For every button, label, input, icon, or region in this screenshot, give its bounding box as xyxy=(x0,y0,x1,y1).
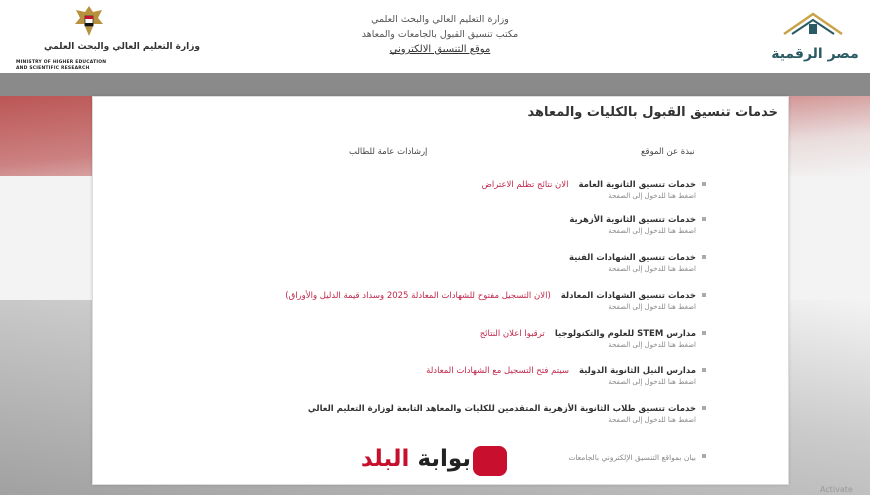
albalad-watermark xyxy=(345,442,525,480)
bullet-icon xyxy=(702,406,706,410)
service-item-nile-schools[interactable] xyxy=(426,365,696,386)
bullet-icon xyxy=(702,217,706,221)
digital-egypt-brand: مصر الرقمية xyxy=(771,46,859,62)
ministry-logo xyxy=(6,2,201,72)
service-note: (الان التسجيل مفتوح للشهادات المعادلة 2025 وسداد قيمة الدليل والأوراق) xyxy=(285,291,551,301)
service-item-technical-certificates[interactable] xyxy=(569,252,696,273)
service-name[interactable]: مدارس STEM للعلوم والتكنولوجيا xyxy=(554,329,696,339)
service-item-university-sites[interactable] xyxy=(568,451,696,465)
site-header xyxy=(0,0,870,73)
service-note: سيتم فتح التسجيل مع الشهادات المعادلة xyxy=(426,366,570,376)
ministry-logo-english-2: AND SCIENTIFIC RESEARCH xyxy=(16,66,90,71)
service-name[interactable]: خدمات تنسيق الشهادات الفنية xyxy=(568,253,696,263)
ministry-logo-english-1: MINISTRY OF HIGHER EDUCATION xyxy=(16,60,107,65)
digital-egypt-logo[interactable] xyxy=(770,6,860,66)
gray-band xyxy=(0,73,870,96)
service-name[interactable]: مدارس النيل الثانوية الدولية xyxy=(579,366,696,376)
bullet-icon xyxy=(702,255,706,259)
ministry-logo-arabic: وزارة التعليم العالي والبحث العلمي xyxy=(44,42,201,52)
ministry-line-1: وزارة التعليم العالي والبحث العلمي xyxy=(371,14,509,25)
enter-page-link[interactable]: اضغط هنا للدخول إلى الصفحة xyxy=(608,227,696,235)
page-title: خدمات تنسيق القبول بالكليات والمعاهد xyxy=(527,105,778,120)
service-item-equivalent-certificates[interactable] xyxy=(285,290,696,311)
service-name[interactable]: خدمات تنسيق طلاب الثانوية الأزهرية المتقدمين للكليات والمعاهد التابعة لوزارة التعليم العالي xyxy=(307,404,696,414)
roof-icon xyxy=(782,10,844,36)
service-note: ترقبوا اعلان النتائج xyxy=(479,329,545,339)
tab-about[interactable]: نبذة عن الموقع xyxy=(641,147,695,157)
enter-page-link[interactable]: اضغط هنا للدخول إلى الصفحة xyxy=(608,303,696,311)
bullet-icon xyxy=(702,331,706,335)
service-item-azhar-applicants[interactable] xyxy=(308,403,696,424)
service-item-general-secondary[interactable] xyxy=(482,179,696,200)
service-name[interactable]: خدمات تنسيق الشهادات المعادلة xyxy=(560,291,696,301)
tab-student-guidance[interactable]: إرشادات عامة للطالب xyxy=(349,147,428,157)
service-item-stem-schools[interactable] xyxy=(480,328,696,349)
bullet-icon xyxy=(702,182,706,186)
site-link[interactable]: موقع التنسيق الالكتروني xyxy=(389,44,491,55)
ministry-line-2: مكتب تنسيق القبول بالجامعات والمعاهد xyxy=(361,29,519,40)
bullet-icon xyxy=(702,293,706,297)
albalad-logo-icon xyxy=(473,446,507,476)
eagle-emblem-icon xyxy=(72,4,106,38)
enter-page-link[interactable]: اضغط هنا للدخول إلى الصفحة xyxy=(608,378,696,386)
watermark-word-red: البلد xyxy=(360,446,410,472)
service-item-azhar-secondary[interactable] xyxy=(569,214,696,235)
service-note: الان نتائج تظلم الاعتراض xyxy=(481,180,569,190)
enter-page-link[interactable]: اضغط هنا للدخول إلى الصفحة xyxy=(608,341,696,349)
enter-page-link[interactable]: اضغط هنا للدخول إلى الصفحة xyxy=(608,416,696,424)
services-panel xyxy=(92,96,789,485)
bullet-icon xyxy=(702,454,706,458)
service-name[interactable]: خدمات تنسيق الثانوية العامة xyxy=(578,180,696,190)
activate-windows-notice: Activate xyxy=(820,485,853,494)
service-name[interactable]: خدمات تنسيق الثانوية الأزهرية xyxy=(569,215,696,225)
service-name[interactable]: بيان بمواقع التنسيق الإلكتروني بالجامعات xyxy=(568,453,696,462)
bullet-icon xyxy=(702,368,706,372)
watermark-word-dark: بوابة xyxy=(417,446,471,472)
enter-page-link[interactable]: اضغط هنا للدخول إلى الصفحة xyxy=(608,265,696,273)
enter-page-link[interactable]: اضغط هنا للدخول إلى الصفحة xyxy=(608,192,696,200)
albalad-wordmark xyxy=(345,446,471,472)
ministry-heading xyxy=(340,12,540,57)
